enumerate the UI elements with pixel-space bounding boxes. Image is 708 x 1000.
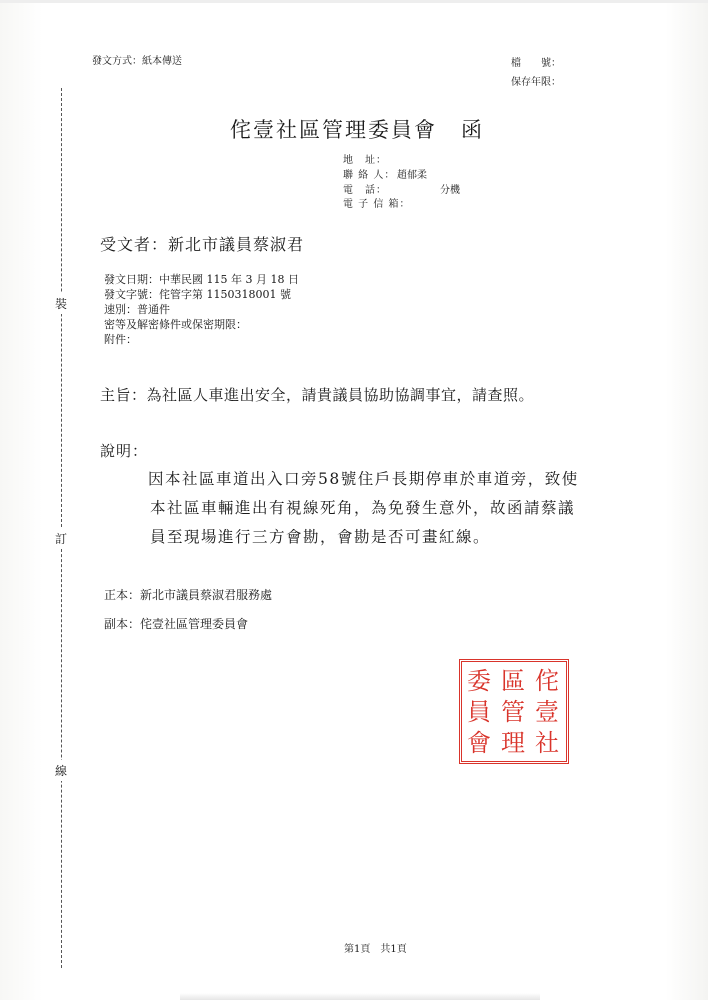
page-number: 第1頁 共1頁 (344, 944, 407, 955)
address-row (343, 151, 417, 166)
contact-person-label: 聯 絡 人： (343, 170, 396, 181)
dispatch-method: 發文方式：紙本傳送 (92, 56, 182, 67)
binding-mark-xian: 線 (55, 760, 67, 781)
dispatch-date: 發文日期：中華民國 115 年 3 月 18 日 (104, 273, 299, 286)
delivery-speed: 速別：普通件 (104, 303, 170, 316)
document-number: 發文字號：侘管字第 1150318001 號 (104, 288, 291, 301)
copy-recipient: 副本：侘壹社區管理委員會 (104, 617, 249, 631)
file-number: 檔 號： (511, 58, 561, 69)
seal-column: 侘 壹 社 (535, 667, 559, 757)
phone-extension-label: 分機 (440, 185, 460, 196)
secrecy-level: 密等及解密條件或保密期限： (104, 318, 247, 331)
binding-mark-ding: 訂 (55, 528, 67, 549)
organization-seal (459, 659, 569, 764)
explanation-line: 因本社區車道出入口旁58號住戶長期停車於車道旁，致使 (148, 470, 579, 488)
org-name: 侘壹社區管理委員會 (230, 118, 437, 142)
phone-row (343, 181, 460, 196)
contact-person-row (343, 166, 427, 181)
address-label: 地 址： (343, 155, 387, 166)
seal-column: 區 管 理 (501, 667, 525, 757)
seal-column: 委 員 會 (467, 667, 491, 757)
email-label: 電 子 信 箱： (343, 199, 411, 210)
explanation-line: 員至現場進行三方會勘，會勘是否可畫紅線。 (150, 528, 491, 546)
doc-type: 函 (461, 118, 484, 142)
attachment: 附件： (104, 333, 137, 346)
explanation-heading: 說明： (100, 442, 149, 460)
retention-period: 保存年限： (511, 77, 561, 88)
receiver: 受文者：新北市議員蔡淑君 (100, 235, 305, 254)
scan-edge-top (0, 0, 708, 3)
explanation-line: 本社區車輛進出有視線死角，為免發生意外，故函請蔡議 (150, 499, 576, 517)
phone-label: 電 話： (343, 185, 387, 196)
email-row (343, 195, 417, 210)
subject: 主旨：為社區人車進出安全，請貴議員協助協調事宜，請查照。 (100, 386, 535, 404)
scan-edge-bottom (180, 993, 540, 1000)
page-title (230, 114, 484, 144)
contact-person-value: 趙郁柔 (397, 170, 427, 181)
original-recipient: 正本：新北市議員蔡淑君服務處 (104, 588, 273, 602)
binding-mark-zhuang: 裝 (55, 293, 67, 314)
